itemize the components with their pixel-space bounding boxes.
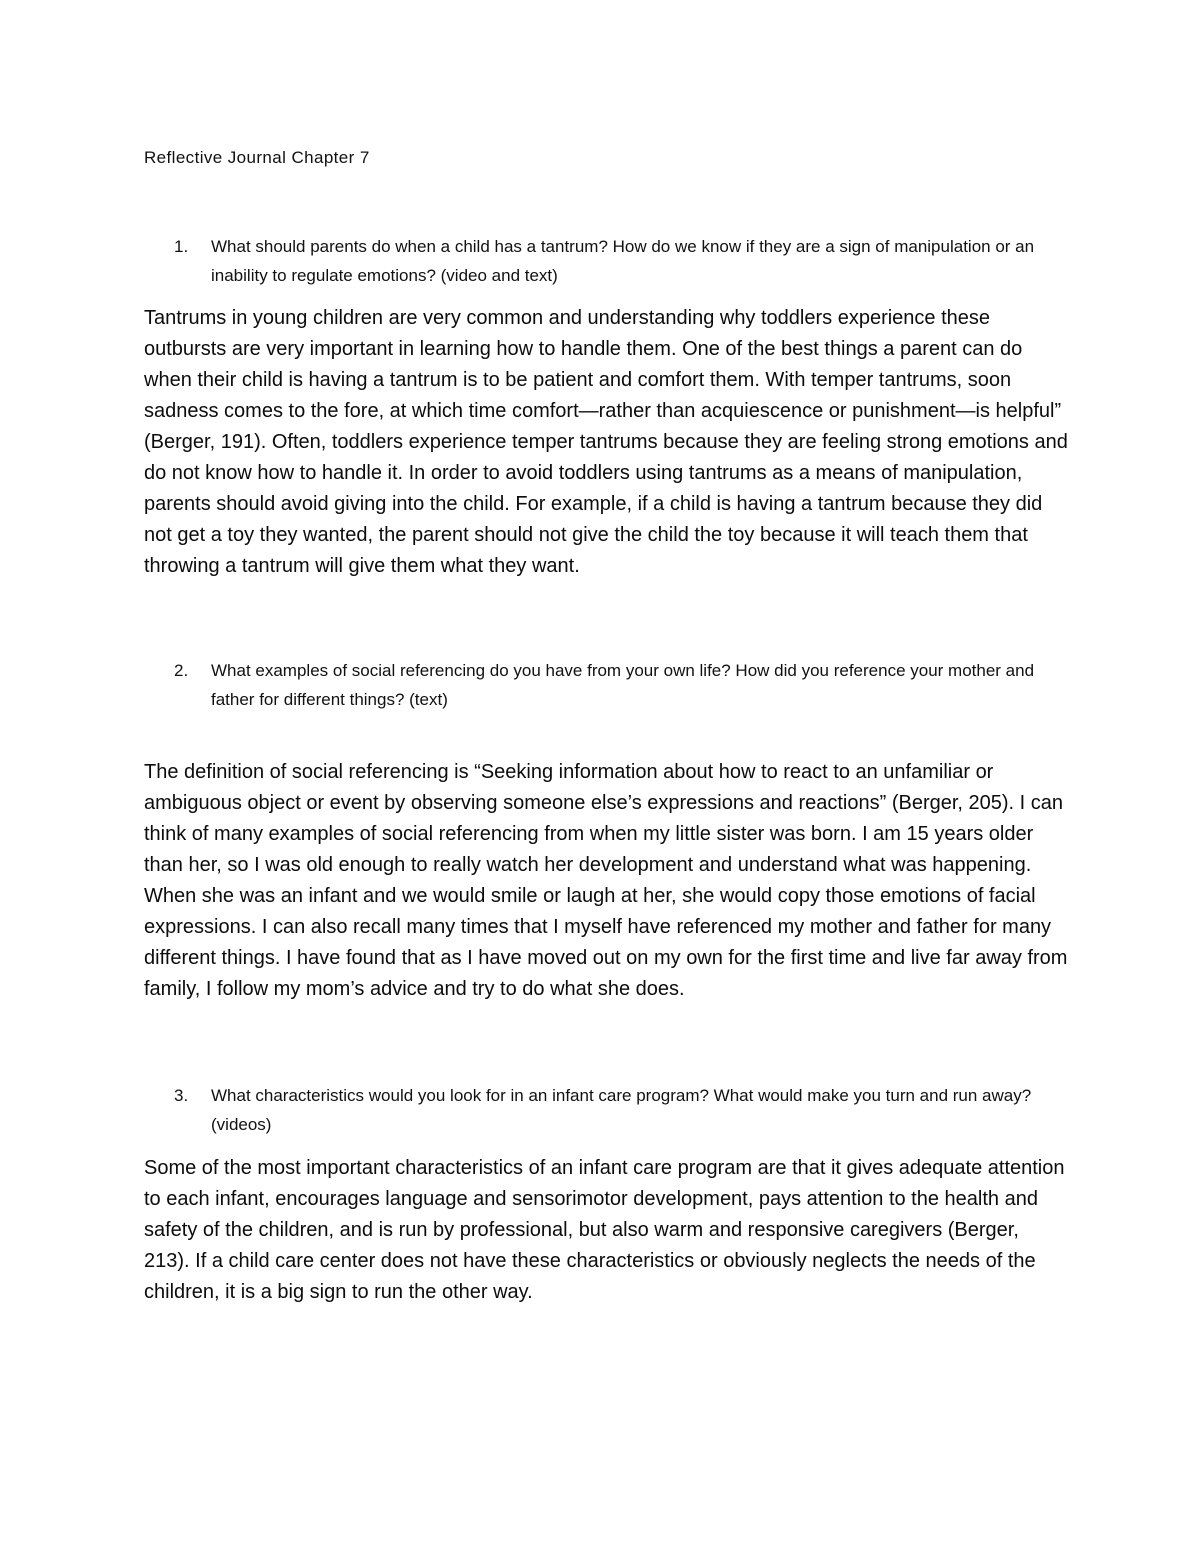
question-3 [144, 1081, 1044, 1139]
question-text: What should parents do when a child has a tantrum? How do we know if they are a sign of manipulation or an inability to regulate emotions? (video and text) [211, 237, 1035, 285]
question-1 [144, 232, 1044, 290]
answer-1: Tantrums in young children are very common and understanding why toddlers experience these outbursts are very important in learning how to handle them. One of the best things a parent can do when their child is having a tantrum is to be patient and comfort them. With temper tantrums, soon sadness comes to the fore, at which time comfort—rather than acquiescence or punishment—is helpful” (Berger, 191). Often, toddlers experience temper tantrums because they are feeling strong emotions and do not know how to handle it. In order to avoid toddlers using tantrums as a means of manipulation, parents should avoid giving into the child. For example, if a child is having a tantrum because they did not get a toy they wanted, the parent should not give the child the toy because it will teach them that throwing a tantrum will give them what they want. [144, 307, 1068, 577]
question-text: What examples of social referencing do you have from your own life? How did you reference your mother and father for different things? (text) [211, 661, 1035, 709]
answer-2: The definition of social referencing is “Seeking information about how to react to an unfamiliar or ambiguous object or event by observing someone else’s expressions and reactions” (Berger, 205). I can think of many examples of social referencing from when my little sister was born. I am 15 years older than her, so I was old enough to really watch her development and understand what was happening. When she was an infant and we would smile or laugh at her, she would copy those emotions of facial expressions. I can also recall many times that I myself have referenced my mother and father for many different things. I have found that as I have moved out on my own for the first time and live far away from family, I follow my mom’s advice and try to do what she does. [144, 761, 1068, 1000]
question-number: 1. [174, 237, 189, 256]
answer-3: Some of the most important characteristics of an infant care program are that it gives adequate attention to each infant, encourages language and sensorimotor development, pays attention to the health and safety of the children, and is run by professional, but also warm and responsive caregivers (Berger, 213). If a child care center does not have these characteristics or obviously neglects the needs of the children, it is a big sign to run the other way. [144, 1157, 1065, 1303]
question-number: 2. [174, 661, 189, 680]
question-text: What characteristics would you look for in an infant care program? What would make you turn and run away? (videos) [211, 1086, 1032, 1134]
question-2 [144, 656, 1044, 714]
question-number: 3. [174, 1086, 189, 1105]
document-title: Reflective Journal Chapter 7 [144, 148, 370, 167]
